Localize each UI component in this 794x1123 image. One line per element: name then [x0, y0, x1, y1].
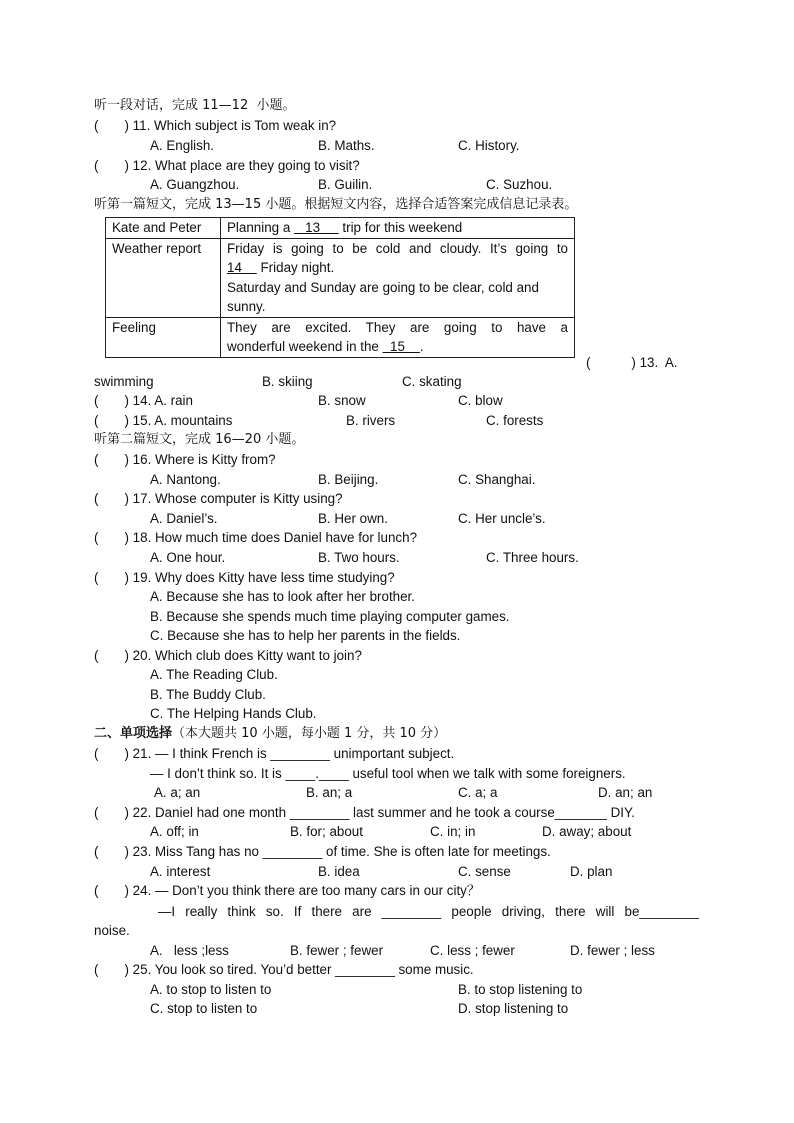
q24-option-d: D. fewer ; less	[570, 943, 655, 958]
q24-option-c: C. less ; fewer	[430, 943, 515, 958]
weather-line-1: Friday is going to be cold and cloudy. It’s going to	[227, 240, 568, 256]
q12-option-a: A. Guangzhou.	[150, 177, 240, 192]
q12-option-b: B. Guilin.	[318, 177, 373, 192]
weather-line-2: Friday night.	[256, 260, 335, 275]
planning-text-end: trip for this weekend	[338, 220, 463, 235]
q25-option-a: A. to stop to listen to	[150, 982, 272, 997]
q25-option-b: B. to stop listening to	[458, 982, 583, 997]
q25-option-c: C. stop to listen to	[150, 1001, 258, 1016]
question-17: ( ) 17. Whose computer is Kitty using?	[94, 491, 343, 506]
q21-option-b: B. an; a	[306, 785, 353, 800]
q11-option-a: A. English.	[150, 138, 215, 153]
question-21: ( ) 21. — I think French is ________ unimportant subject.	[94, 746, 455, 761]
q13-option-c: C. skating	[402, 374, 462, 389]
question-11: ( ) 11. Which subject is Tom weak in?	[94, 118, 337, 133]
q17-option-a: A. Daniel’s.	[150, 511, 218, 526]
question-21-line-2: — I don’t think so. It is ____.____ useful tool when we talk with some foreigners.	[150, 766, 626, 781]
q19-option-a: A. Because she has to look after her brother.	[150, 589, 415, 604]
q16-option-b: B. Beijing.	[318, 472, 379, 487]
section-heading-multiple-choice	[94, 725, 446, 743]
q23-option-b: B. idea	[318, 864, 360, 879]
question-24-line-2: —I really think so. If there are ________ people driving, there will be________	[158, 904, 699, 919]
q13-option-b: B. skiing	[262, 374, 313, 389]
q23-option-c: C. sense	[458, 864, 511, 879]
q18-option-a: A. One hour.	[150, 550, 226, 565]
q13-option-a: swimming	[94, 374, 154, 389]
blank-13: 13	[294, 220, 339, 235]
section-heading-passage-one: 听第一篇短文，完成 13—15 小题。根据短文内容，选择合适答案完成信息记录表。	[94, 197, 578, 212]
q21-option-c: C. a; a	[458, 785, 498, 800]
question-24: ( ) 24. — Don’t you think there are too many cars in our city？	[94, 883, 481, 898]
q22-option-c: C. in; in	[430, 824, 476, 839]
q17-option-b: B. Her own.	[318, 511, 388, 526]
question-14: ( ) 14. A. rain	[94, 393, 193, 408]
q19-option-c: C. Because she has to help her parents in the fields.	[150, 628, 461, 643]
question-24-line-3: noise.	[94, 923, 130, 938]
question-20: ( ) 20. Which club does Kitty want to join?	[94, 648, 362, 663]
q19-option-b: B. Because she spends much time playing computer games.	[150, 609, 510, 624]
q20-option-b: B. The Buddy Club.	[150, 687, 266, 702]
q17-option-c: C. Her uncle’s.	[458, 511, 546, 526]
q20-option-a: A. The Reading Club.	[150, 667, 278, 682]
q20-option-c: C. The Helping Hands Club.	[150, 706, 317, 721]
section-heading-note: （本大题共 10 小题，每小题 1 分，共 10 分）	[172, 726, 447, 741]
question-16: ( ) 16. Where is Kitty from?	[94, 452, 276, 467]
q16-option-a: A. Nantong.	[150, 472, 221, 487]
planning-text: Planning a	[227, 220, 295, 235]
q14-option-b: B. snow	[318, 393, 366, 408]
q11-option-c: C. History.	[458, 138, 520, 153]
q15-option-c: C. forests	[486, 413, 544, 428]
question-22: ( ) 22. Daniel had one month ________ last summer and he took a course_______ DIY.	[94, 805, 635, 820]
blank-14: 14	[227, 260, 257, 275]
q22-option-d: D. away; about	[542, 824, 632, 839]
info-record-table	[105, 217, 575, 358]
section-heading-listening-dialogue: 听一段对话，完成 11—12 小题。	[94, 98, 296, 113]
q24-option-a: A. less ;less	[150, 943, 229, 958]
q12-option-c: C. Suzhou.	[486, 177, 553, 192]
q18-option-b: B. Two hours.	[318, 550, 400, 565]
q25-option-d: D. stop listening to	[458, 1001, 569, 1016]
q16-option-c: C. Shanghai.	[458, 472, 536, 487]
q21-option-a: A. a; an	[154, 785, 201, 800]
table-cell-weather-report: Weather report	[106, 238, 221, 317]
q15-option-b: B. rivers	[346, 413, 396, 428]
feeling-line-1: They are excited. They are going to have a	[227, 319, 568, 335]
question-12: ( ) 12. What place are they going to visit?	[94, 158, 360, 173]
table-cell-kate-peter: Kate and Peter	[106, 218, 221, 239]
section-heading-passage-two: 听第二篇短文，完成 16—20 小题。	[94, 432, 305, 447]
question-18: ( ) 18. How much time does Daniel have for lunch?	[94, 530, 418, 545]
table-cell-weather-text	[221, 238, 575, 317]
question-25: ( ) 25. You look so tired. You’d better ________ some music.	[94, 962, 474, 977]
table-cell-feeling: Feeling	[106, 317, 221, 357]
weather-line-3: Saturday and Sunday are going to be clear, cold and sunny.	[227, 279, 539, 314]
question-13: ( ) 13. A.	[586, 355, 678, 370]
table-cell-planning	[221, 218, 575, 239]
question-19: ( ) 19. Why does Kitty have less time studying?	[94, 570, 395, 585]
section-heading-title: 二、单项选择	[94, 726, 173, 741]
q22-option-b: B. for; about	[290, 824, 363, 839]
q21-option-d: D. an; an	[598, 785, 653, 800]
q11-option-b: B. Maths.	[318, 138, 375, 153]
feeling-line-2: wonderful weekend in the	[227, 339, 383, 354]
q23-option-a: A. interest	[150, 864, 211, 879]
q24-option-b: B. fewer ; fewer	[290, 943, 384, 958]
q22-option-a: A. off; in	[150, 824, 199, 839]
q18-option-c: C. Three hours.	[486, 550, 579, 565]
feeling-line-2-end: .	[419, 339, 424, 354]
q14-option-c: C. blow	[458, 393, 503, 408]
question-15: ( ) 15. A. mountains	[94, 413, 233, 428]
question-23: ( ) 23. Miss Tang has no ________ of time. She is often late for meetings.	[94, 844, 551, 859]
blank-15: 15	[382, 339, 420, 354]
q23-option-d: D. plan	[570, 864, 613, 879]
table-cell-feeling-text	[221, 317, 575, 357]
